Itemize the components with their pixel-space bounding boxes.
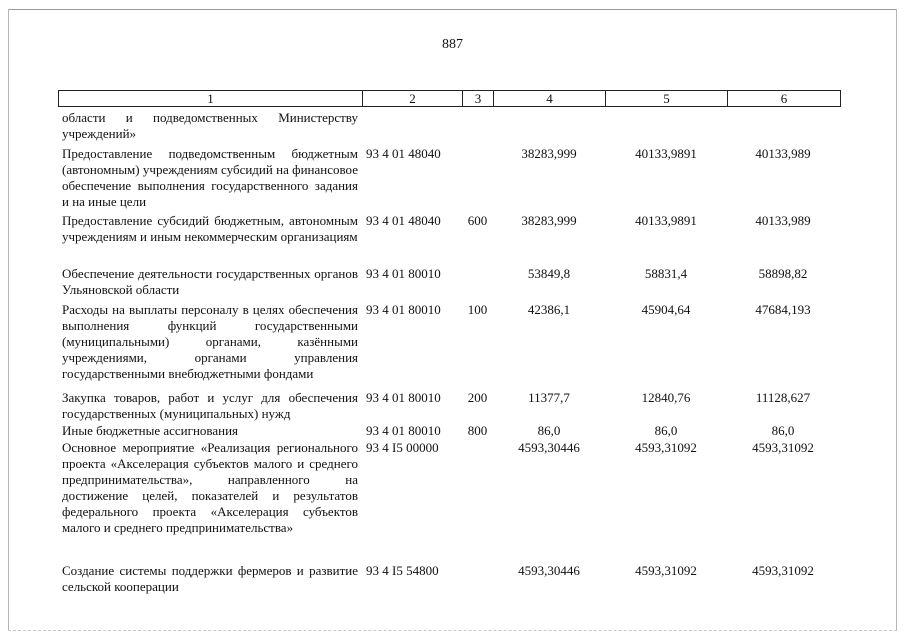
- table-row: [58, 423, 839, 439]
- row-expense-type: 800: [467, 423, 488, 438]
- row-amount-col5: 40133,9891: [635, 146, 697, 161]
- row-target-code: 93 4 I5 54800: [366, 563, 439, 578]
- row-amount-col4: 38283,999: [521, 146, 577, 161]
- row-name: Основное мероприятие «Реализация регионального проекта «Акселерация субъектов малого и среднего предпринимательства», направленного на достижение целей, показателей и результатов федерального проекта «Акселерация субъектов малого и среднего предпринимательства»: [62, 440, 358, 535]
- row-amount-col5: 58831,4: [644, 266, 688, 281]
- row-amount-col4: 38283,999: [521, 213, 577, 228]
- page-border-top: [8, 9, 897, 10]
- row-amount-col6: 11128,627: [755, 390, 811, 405]
- header-col-6: 6: [780, 91, 788, 106]
- row-amount-col6: 47684,193: [755, 302, 811, 317]
- page-border-left: [8, 9, 9, 631]
- row-name: Обеспечение деятельности государственных органов Ульяновской области: [62, 266, 358, 297]
- row-amount-col6: 40133,989: [755, 146, 811, 161]
- header-col-4: 4: [494, 91, 606, 106]
- row-amount-col6: 4593,31092: [752, 440, 814, 455]
- page-number: 887: [442, 37, 463, 52]
- row-target-code: 93 4 01 48040: [366, 146, 441, 161]
- header-col-2: 2: [363, 91, 463, 106]
- row-amount-col6: 58898,82: [758, 266, 808, 281]
- row-name: Расходы на выплаты персоналу в целях обеспечения выполнения функций государственными (муниципальными) органами, казёнными учреждениями, органами управления государственными внебюджетными фондами: [62, 302, 358, 381]
- header-col-3: 3: [463, 91, 494, 106]
- row-amount-col4: 4593,30446: [518, 563, 580, 578]
- table-header: [58, 90, 841, 107]
- row-amount-col5: 12840,76: [641, 390, 691, 405]
- table-row: [58, 390, 839, 422]
- row-name: Закупка товаров, работ и услуг для обеспечения государственных (муниципальных) нужд: [62, 390, 358, 421]
- table-row: [58, 302, 839, 382]
- row-name: Создание системы поддержки фермеров и развитие сельской кооперации: [62, 563, 358, 594]
- row-name: Предоставление подведомственным бюджетным (автономным) учреждениям субсидий на финансовое обеспечение выполнения государственного задания и на иные цели: [62, 146, 358, 209]
- row-amount-col4: 11377,7: [528, 390, 570, 405]
- row-name: области и подведомственных Министерству учреждений»: [62, 110, 358, 141]
- header-col-5: 5: [606, 91, 728, 106]
- table-row: [58, 146, 839, 210]
- row-amount-col4: 53849,8: [527, 266, 571, 281]
- table-row: [58, 213, 839, 245]
- row-target-code: 93 4 01 80010: [366, 390, 441, 405]
- row-amount-col6: 40133,989: [755, 213, 811, 228]
- row-target-code: 93 4 01 80010: [366, 266, 441, 281]
- row-amount-col6: 4593,31092: [752, 563, 814, 578]
- table-row: [58, 266, 839, 298]
- row-amount-col4: 86,0: [537, 423, 561, 438]
- row-amount-col4: 42386,1: [527, 302, 571, 317]
- row-expense-type: 600: [467, 213, 488, 228]
- table-row: [58, 440, 839, 536]
- row-amount-col5: 45904,64: [641, 302, 691, 317]
- table-row: [58, 110, 839, 142]
- row-target-code: 93 4 01 80010: [366, 423, 441, 438]
- row-amount-col5: 40133,9891: [635, 213, 697, 228]
- row-amount-col4: 4593,30446: [518, 440, 580, 455]
- table-row: [58, 563, 839, 595]
- row-name: Иные бюджетные ассигнования: [62, 423, 239, 438]
- header-col-1: 1: [59, 91, 363, 106]
- row-amount-col5: 86,0: [654, 423, 678, 438]
- row-expense-type: 200: [467, 390, 488, 405]
- row-expense-type: 100: [467, 302, 488, 317]
- row-amount-col5: 4593,31092: [635, 563, 697, 578]
- row-target-code: 93 4 01 80010: [366, 302, 441, 317]
- page-border-right: [896, 9, 897, 631]
- row-amount-col5: 4593,31092: [635, 440, 697, 455]
- row-amount-col6: 86,0: [771, 423, 795, 438]
- row-target-code: 93 4 I5 00000: [366, 440, 439, 455]
- row-name: Предоставление субсидий бюджетным, автономным учреждениям и иным некоммерческим организациям: [62, 213, 358, 244]
- row-target-code: 93 4 01 48040: [366, 213, 441, 228]
- page-border-bottom: [8, 630, 897, 631]
